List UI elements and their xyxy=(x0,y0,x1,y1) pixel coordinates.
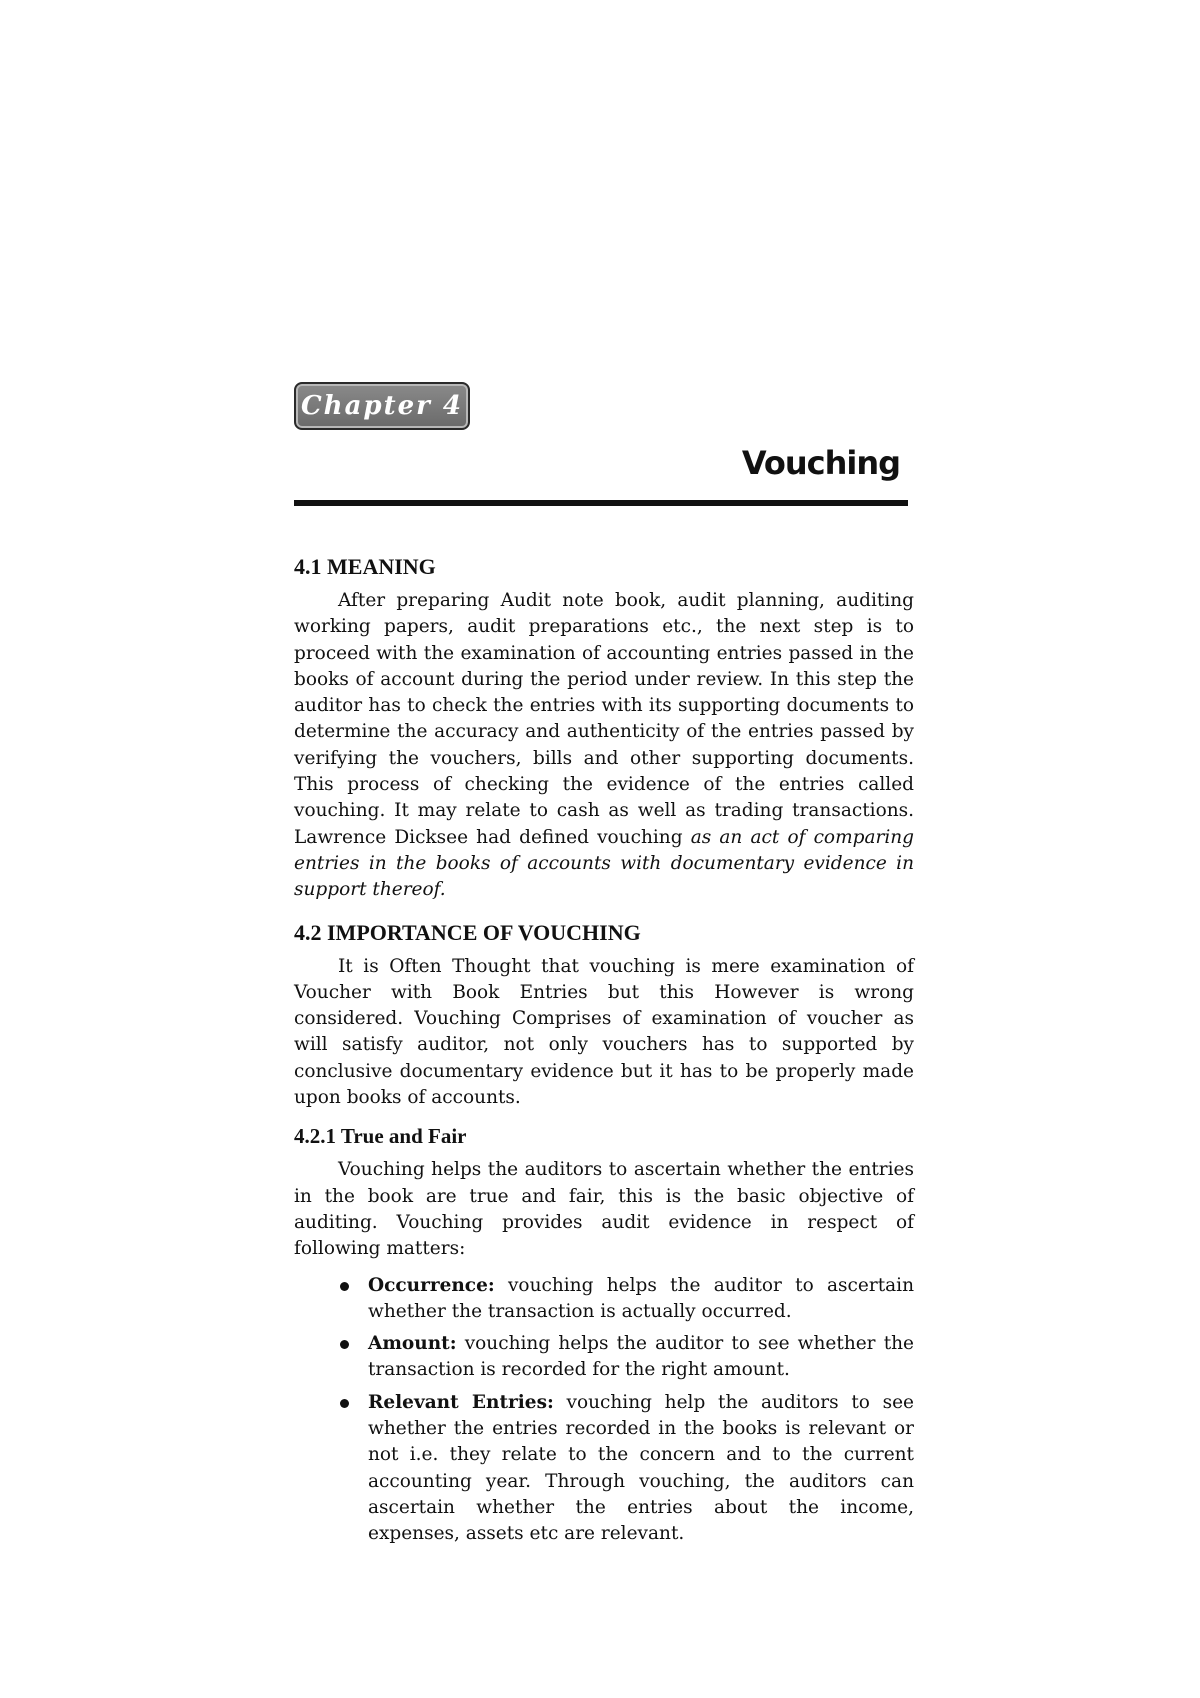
list-item xyxy=(338,1273,914,1326)
matters-list xyxy=(294,1273,914,1548)
meaning-paragraph xyxy=(294,588,914,904)
meaning-definition: as an act of comparing entries in the books of accounts with documentary evidence in support thereof. xyxy=(294,826,915,901)
list-item xyxy=(338,1390,914,1548)
true-fair-paragraph: Vouching helps the auditors to ascertain whether the entries in the book are true and fair, this is the basic objective of auditing. Vouching provides audit evidence in respect of following matters: xyxy=(294,1159,914,1260)
chapter-body xyxy=(294,552,914,1554)
title-rule xyxy=(294,500,908,506)
list-item-text: vouching help the auditors to see whether the entries recorded in the books is relevant or not i.e. they relate to the concern and to the current accounting year. Through vouching, the auditors can ascertain whether the entries about the income, expenses, assets etc are relevant. xyxy=(368,1391,914,1545)
list-item-term: Occurrence: xyxy=(368,1274,495,1296)
subsection-heading-true-fair: 4.2.1 True and Fair xyxy=(294,1124,467,1149)
list-item-text: vouching helps the auditor to ascertain whether the transaction is actually occurred. xyxy=(368,1274,914,1322)
chapter-title: Vouching xyxy=(741,444,900,482)
bullet-icon xyxy=(340,1282,349,1291)
bullet-icon xyxy=(340,1399,349,1408)
list-item-term: Relevant Entries: xyxy=(368,1391,554,1413)
list-item xyxy=(338,1331,914,1384)
section-heading-meaning: 4.1 MEANING xyxy=(294,554,436,579)
meaning-text: After preparing Audit note book, audit planning, auditing working papers, audit preparations etc., the next step is to proceed with the examination of accounting entries passed in the books of account during the period under review. In this step the auditor has to check the entries with its supporting documents to determine the accuracy and authenticity of the entries passed by verifying the vouchers, bills and other supporting documents. This process of checking the evidence of the entries called vouching. It may relate to cash as well as trading transactions. Lawrence Dicksee had defined vouching xyxy=(294,590,914,848)
bullet-icon xyxy=(340,1340,349,1349)
chapter-badge xyxy=(294,382,470,430)
chapter-label: Chapter 4 xyxy=(300,391,463,421)
list-item-term: Amount: xyxy=(368,1333,457,1355)
importance-paragraph: It is Often Thought that vouching is mere examination of Voucher with Book Entries but this However is wrong considered. Vouching Comprises of examination of voucher as will satisfy auditor, not only vouchers has to supported by conclusive documentary evidence but it has to be properly made upon books of accounts. xyxy=(294,955,914,1109)
section-heading-importance: 4.2 IMPORTANCE OF VOUCHING xyxy=(294,919,641,945)
list-item-text: vouching helps the auditor to see whether the transaction is recorded for the right amount. xyxy=(368,1333,914,1381)
